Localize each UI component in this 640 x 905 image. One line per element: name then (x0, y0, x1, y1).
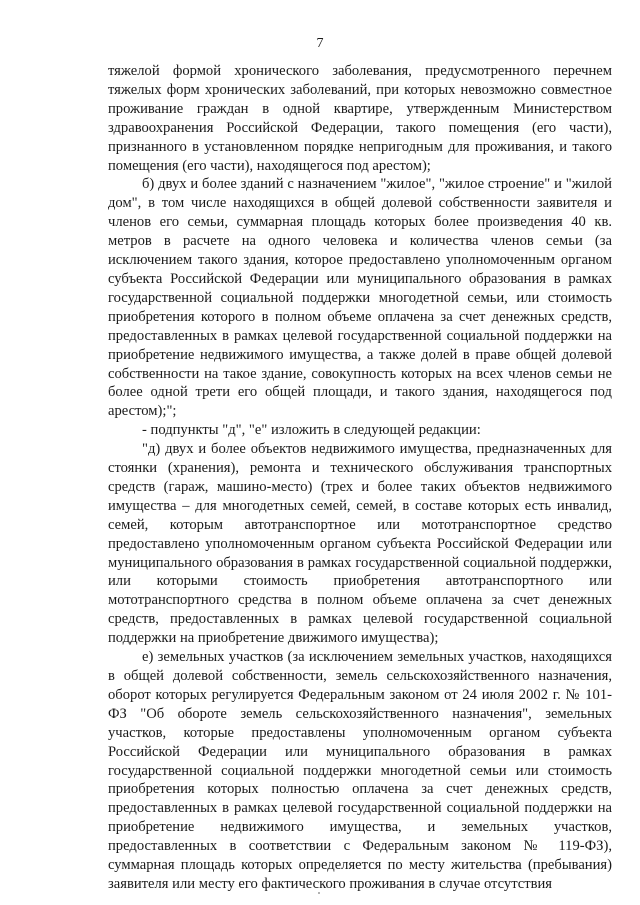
paragraph-item-e: е) земельных участков (за исключением земельных участков, находящихся в общей долевой собственности, земель сельскохозяйственного назначения, оборот которых регулируется Федеральным законом от 24 июля 2002 г. № 101-ФЗ "Об обороте земель сельскохозяйственного назначения", земельных участков, которые предоставлены уполномоченным органом субъекта Российской Федерации или муниципального образования в рамках государственной социальной поддержки многодетной семьи или стоимость приобретения которых полностью оплачена за счет денежных средств, предоставленных в рамках целевой государственной социальной поддержки на приобретение недвижимого имущества, и земельных участков, предоставленных в соответствии с Федеральным законом № 119-ФЗ), суммарная площадь которых определяется по месту жительства (пребывания) заявителя или месту его фактического проживания в случае отсутствия (108, 649, 612, 892)
paragraph-item-b: б) двух и более зданий с назначением "жилое", "жилое строение" и "жилой дом", в том числе находящихся в общей долевой собственности заявителя и членов его семьи, суммарная площадь которых более произведения 40 кв. метров в расчете на одного человека и количества членов семьи (за исключением такого здания, которое предоставлено уполномоченным органом субъекта Российской Федерации или муниципального образования в рамках государственной социальной поддержки многодетной семьи, или стоимость приобретения которого в полном объеме оплачена за счет денежных средств, предоставленных в рамках целевой государственной социальной поддержки на приобретение недвижимого имущества, а также долей в праве общей долевой собственности на такое здание, совокупность которых на всех членов семьи не более одной трети его общей площади, и такого здания, находящегося под арестом);"; (108, 176, 612, 420)
paragraph-amendment-note: - подпункты "д", "е" изложить в следующей редакции: (142, 422, 481, 439)
paragraph-item-d: "д) двух и более объектов недвижимого имущества, предназначенных для стоянки (хранения), ремонта и технического обслуживания транспортных средств (гараж, машино-место) (трех и более таких объектов недвижимого имущества – для многодетных семей, семей, в составе которых есть инвалид, семей, которым автотранспортное или мототранспортное средство предоставлено уполномоченным органом субъекта Российской Федерации или муниципального образования в рамках государственной социальной поддержки, или которыми стоимость приобретения автотранспортного или мототранспортного средства в полном объеме оплачена за счет денежных средств, предоставленных в рамках целевой государственной социальной поддержки на приобретение движимого имущества); (108, 441, 612, 647)
document-body (108, 62, 612, 894)
page-number: 7 (316, 36, 324, 51)
scan-artifact-dot (318, 892, 320, 894)
paragraph-continuation: тяжелой формой хронического заболевания, предусмотренного перечнем тяжелых форм хронических заболеваний, при которых невозможно совместное проживание граждан в одной квартире, утвержденным Министерством здравоохранения Российской Федерации, такого помещения (его части), признанного в установленном порядке непригодным для проживания, и такого помещения (его части), находящегося под арестом); (108, 63, 612, 174)
